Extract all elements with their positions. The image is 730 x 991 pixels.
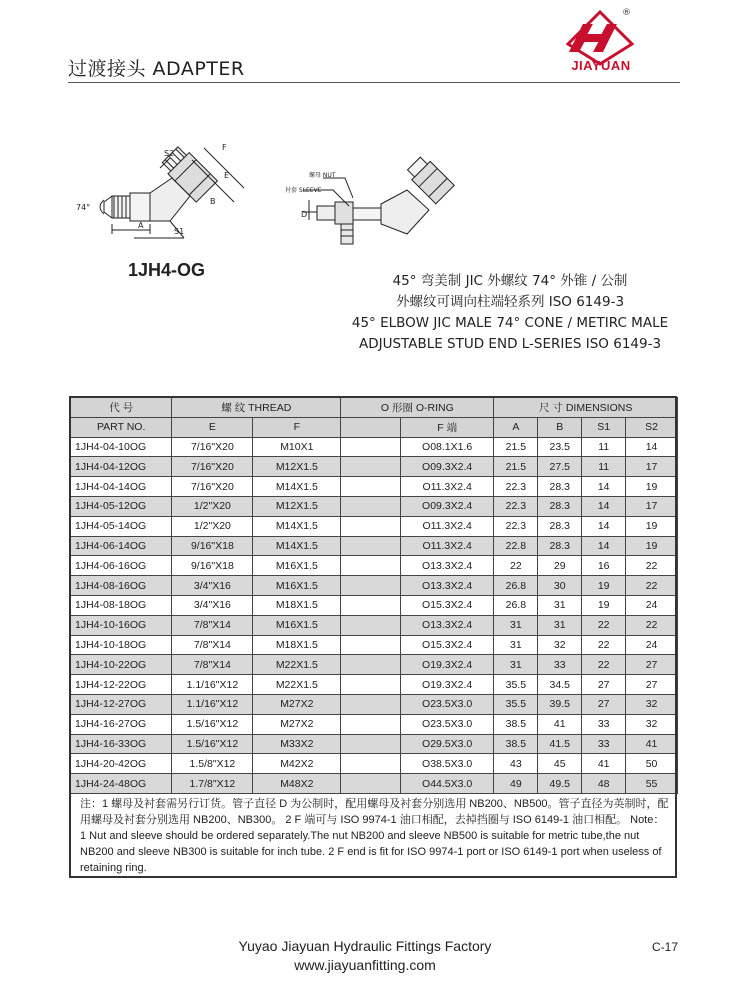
table-row [71,516,678,536]
b-cell: 39.5 [538,694,582,714]
part-no-cell: 1JH4-05-14OG [71,516,172,536]
blank-cell [341,734,401,754]
oring-cell: O44.5X3.0 [400,774,493,794]
f-cell: M12X1.5 [253,496,341,516]
e-cell: 1.1/16"X12 [172,675,253,695]
s1-cell: 19 [582,576,626,596]
s2-cell: 22 [626,556,678,576]
b-cell: 31 [538,615,582,635]
description-cn-line1: 45° 弯美制 JIC 外螺纹 74° 外锥 / 公制 [392,273,628,289]
s2-cell: 32 [626,694,678,714]
blank-cell [341,655,401,675]
s2-cell: 27 [626,655,678,675]
part-no-cell: 1JH4-10-18OG [71,635,172,655]
part-no-cell: 1JH4-16-27OG [71,714,172,734]
part-no-cell: 1JH4-12-22OG [71,675,172,695]
blank-cell [341,714,401,734]
e-cell: 7/16"X20 [172,457,253,477]
a-cell: 31 [494,635,538,655]
label-angle: 74° [76,203,91,212]
f-cell: M16X1.5 [253,556,341,576]
f-cell: M16X1.5 [253,615,341,635]
label-nut: 螺母 NUT [309,172,336,179]
e-cell: 1/2"X20 [172,516,253,536]
b-cell: 34.5 [538,675,582,695]
table-row [71,615,678,635]
e-cell: 7/8"X14 [172,655,253,675]
e-cell: 7/16"X20 [172,437,253,457]
oring-cell: O13.3X2.4 [400,576,493,596]
header-part-no: PART NO. [71,417,172,437]
oring-cell: O19.3X2.4 [400,675,493,695]
b-cell: 33 [538,655,582,675]
page-number: C-17 [652,940,679,954]
table-row [71,477,678,497]
part-no-cell: 1JH4-04-12OG [71,457,172,477]
part-number-title: 1JH4-OG [128,260,206,280]
b-cell: 49.5 [538,774,582,794]
header-f-end: F 端 [400,417,493,437]
a-cell: 22.8 [494,536,538,556]
oring-cell: O23.5X3.0 [400,694,493,714]
oring-cell: O15.3X2.4 [400,635,493,655]
oring-cell: O08.1X1.6 [400,437,493,457]
part-no-cell: 1JH4-16-33OG [71,734,172,754]
table-row [71,496,678,516]
f-cell: M14X1.5 [253,516,341,536]
label-s2: S2 [164,149,175,158]
e-cell: 3/4"X16 [172,576,253,596]
header-divider [68,82,680,83]
logo-text: JIAYUAN [571,58,631,73]
s1-cell: 14 [582,477,626,497]
header-b: B [538,417,582,437]
s1-cell: 11 [582,437,626,457]
description-en-line2: ADJUSTABLE STUD END L-SERIES ISO 6149-3 [358,336,662,352]
b-cell: 28.3 [538,496,582,516]
oring-cell: O19.3X2.4 [400,655,493,675]
blank-cell [341,496,401,516]
part-no-cell: 1JH4-04-10OG [71,437,172,457]
s2-cell: 27 [626,675,678,695]
table-row [71,675,678,695]
table-row [71,734,678,754]
a-cell: 22 [494,556,538,576]
oring-cell: O29.5X3.0 [400,734,493,754]
table-row [71,714,678,734]
part-no-cell: 1JH4-10-16OG [71,615,172,635]
a-cell: 38.5 [494,734,538,754]
s1-cell: 22 [582,635,626,655]
blank-cell [341,675,401,695]
f-cell: M12X1.5 [253,457,341,477]
label-f: F [222,143,227,152]
s1-cell: 27 [582,675,626,695]
header-blank [341,417,401,437]
e-cell: 1.5/16"X12 [172,714,253,734]
f-cell: M33X2 [253,734,341,754]
a-cell: 38.5 [494,714,538,734]
s2-cell: 32 [626,714,678,734]
e-cell: 9/16"X18 [172,536,253,556]
footer-company: Yuyao Jiayuan Hydraulic Fittings Factory [238,938,492,954]
f-cell: M27X2 [253,694,341,714]
table-row [71,754,678,774]
label-a: A [138,221,144,230]
f-cell: M10X1 [253,437,341,457]
b-cell: 28.3 [538,477,582,497]
s2-cell: 50 [626,754,678,774]
label-s1: S1 [174,227,185,236]
blank-cell [341,774,401,794]
s1-cell: 33 [582,714,626,734]
s2-cell: 17 [626,457,678,477]
b-cell: 30 [538,576,582,596]
blank-cell [341,437,401,457]
blank-cell [341,694,401,714]
table-note: 注：1 螺母及衬套需另行订货。管子直径 D 为公制时，配用螺母及衬套分别选用 NB200、NB500。管子直径为英制时，配用螺母及衬套分别选用 NB200、NB300。 2 F 端可与 ISO 9974-1 油口相配，去掉挡圈与 ISO 6149-1 油口相配。 Note：1 Nut and sleeve should be ordered separately.The nut NB200 and sleeve NB500 is suitable for metric tube,the nut NB200 and sleeve NB300 is suitable for inch tube. 2 F end is fit for ISO 9974-1 port or ISO 6149-1 port when useless of retaining ring. [80,798,669,874]
b-cell: 27.5 [538,457,582,477]
header-thread: 螺 纹 THREAD [172,398,341,418]
header-oring: O 形圈 O-RING [341,398,494,418]
a-cell: 49 [494,774,538,794]
table-row [71,457,678,477]
a-cell: 43 [494,754,538,774]
f-cell: M27X2 [253,714,341,734]
specification-table [70,397,678,794]
b-cell: 41 [538,714,582,734]
b-cell: 41.5 [538,734,582,754]
oring-cell: O13.3X2.4 [400,556,493,576]
table-row [71,437,678,457]
a-cell: 22.3 [494,496,538,516]
s2-cell: 41 [626,734,678,754]
label-d: D [301,210,308,219]
registered-mark: ® [622,8,631,18]
part-no-cell: 1JH4-06-16OG [71,556,172,576]
s2-cell: 22 [626,576,678,596]
blank-cell [341,477,401,497]
f-cell: M18X1.5 [253,595,341,615]
part-no-cell: 1JH4-24-48OG [71,774,172,794]
table-row [71,655,678,675]
blank-cell [341,556,401,576]
s1-cell: 41 [582,754,626,774]
blank-cell [341,457,401,477]
s2-cell: 22 [626,615,678,635]
page-title: 过渡接头 ADAPTER [68,58,245,80]
blank-cell [341,516,401,536]
a-cell: 21.5 [494,437,538,457]
f-cell: M14X1.5 [253,536,341,556]
blank-cell [341,754,401,774]
s2-cell: 17 [626,496,678,516]
f-cell: M22X1.5 [253,655,341,675]
b-cell: 32 [538,635,582,655]
f-cell: M42X2 [253,754,341,774]
f-cell: M48X2 [253,774,341,794]
oring-cell: O38.5X3.0 [400,754,493,774]
oring-cell: O23.5X3.0 [400,714,493,734]
header-e: E [172,417,253,437]
f-cell: M18X1.5 [253,635,341,655]
f-cell: M16X1.5 [253,576,341,596]
e-cell: 1.5/16"X12 [172,734,253,754]
s2-cell: 14 [626,437,678,457]
header-s1: S1 [582,417,626,437]
blank-cell [341,576,401,596]
b-cell: 45 [538,754,582,774]
table-row [71,536,678,556]
header-f: F [253,417,341,437]
part-no-cell: 1JH4-04-14OG [71,477,172,497]
s1-cell: 33 [582,734,626,754]
a-cell: 31 [494,615,538,635]
a-cell: 26.8 [494,595,538,615]
e-cell: 7/16"X20 [172,477,253,497]
s2-cell: 24 [626,595,678,615]
part-no-cell: 1JH4-05-12OG [71,496,172,516]
part-no-cell: 1JH4-10-22OG [71,655,172,675]
s2-cell: 24 [626,635,678,655]
oring-cell: O11.3X2.4 [400,477,493,497]
table-row [71,774,678,794]
blank-cell [341,635,401,655]
s1-cell: 22 [582,615,626,635]
a-cell: 35.5 [494,675,538,695]
table-body [71,437,678,793]
header-a: A [494,417,538,437]
s2-cell: 19 [626,516,678,536]
f-cell: M22X1.5 [253,675,341,695]
e-cell: 7/8"X14 [172,635,253,655]
s1-cell: 16 [582,556,626,576]
a-cell: 35.5 [494,694,538,714]
e-cell: 9/16"X18 [172,556,253,576]
label-e: E [224,171,230,180]
table-row [71,556,678,576]
label-sleeve: 衬套 SLEEVE [285,187,322,194]
e-cell: 1.5/8"X12 [172,754,253,774]
b-cell: 31 [538,595,582,615]
part-no-cell: 1JH4-08-18OG [71,595,172,615]
e-cell: 1.1/16"X12 [172,694,253,714]
left-fitting-drawing [74,138,254,246]
blank-cell [341,536,401,556]
description-en-line1: 45° ELBOW JIC MALE 74° CONE / METIRC MALE [351,315,669,331]
b-cell: 28.3 [538,536,582,556]
s1-cell: 14 [582,516,626,536]
s1-cell: 11 [582,457,626,477]
s1-cell: 14 [582,496,626,516]
e-cell: 3/4"X16 [172,595,253,615]
part-no-cell: 1JH4-20-42OG [71,754,172,774]
table-row [71,576,678,596]
f-cell: M14X1.5 [253,477,341,497]
b-cell: 23.5 [538,437,582,457]
part-no-cell: 1JH4-12-27OG [71,694,172,714]
oring-cell: O11.3X2.4 [400,536,493,556]
table-row [71,694,678,714]
part-no-cell: 1JH4-06-14OG [71,536,172,556]
footer-website[interactable]: www.jiayuanfitting.com [294,957,436,973]
oring-cell: O09.3X2.4 [400,457,493,477]
table-header-row-2 [71,417,678,437]
e-cell: 1.7/8"X12 [172,774,253,794]
right-fitting-drawing [283,150,483,250]
a-cell: 31 [494,655,538,675]
table-header-row-1 [71,398,678,418]
header-code: 代 号 [71,398,172,418]
oring-cell: O15.3X2.4 [400,595,493,615]
s1-cell: 27 [582,694,626,714]
e-cell: 7/8"X14 [172,615,253,635]
s1-cell: 48 [582,774,626,794]
blank-cell [341,595,401,615]
a-cell: 26.8 [494,576,538,596]
oring-cell: O11.3X2.4 [400,516,493,536]
table-row [71,635,678,655]
part-no-cell: 1JH4-08-16OG [71,576,172,596]
s2-cell: 19 [626,536,678,556]
oring-cell: O09.3X2.4 [400,496,493,516]
s2-cell: 55 [626,774,678,794]
header-s2: S2 [626,417,678,437]
a-cell: 21.5 [494,457,538,477]
description-cn-line2: 外螺纹可调向柱端轻系列 ISO 6149-3 [395,294,625,310]
table-row [71,595,678,615]
a-cell: 22.3 [494,477,538,497]
b-cell: 28.3 [538,516,582,536]
s2-cell: 19 [626,477,678,497]
header-dimensions: 尺 寸 DIMENSIONS [494,398,678,418]
a-cell: 22.3 [494,516,538,536]
s1-cell: 14 [582,536,626,556]
s1-cell: 19 [582,595,626,615]
label-b: B [210,197,216,206]
e-cell: 1/2"X20 [172,496,253,516]
blank-cell [341,615,401,635]
oring-cell: O13.3X2.4 [400,615,493,635]
b-cell: 29 [538,556,582,576]
s1-cell: 22 [582,655,626,675]
